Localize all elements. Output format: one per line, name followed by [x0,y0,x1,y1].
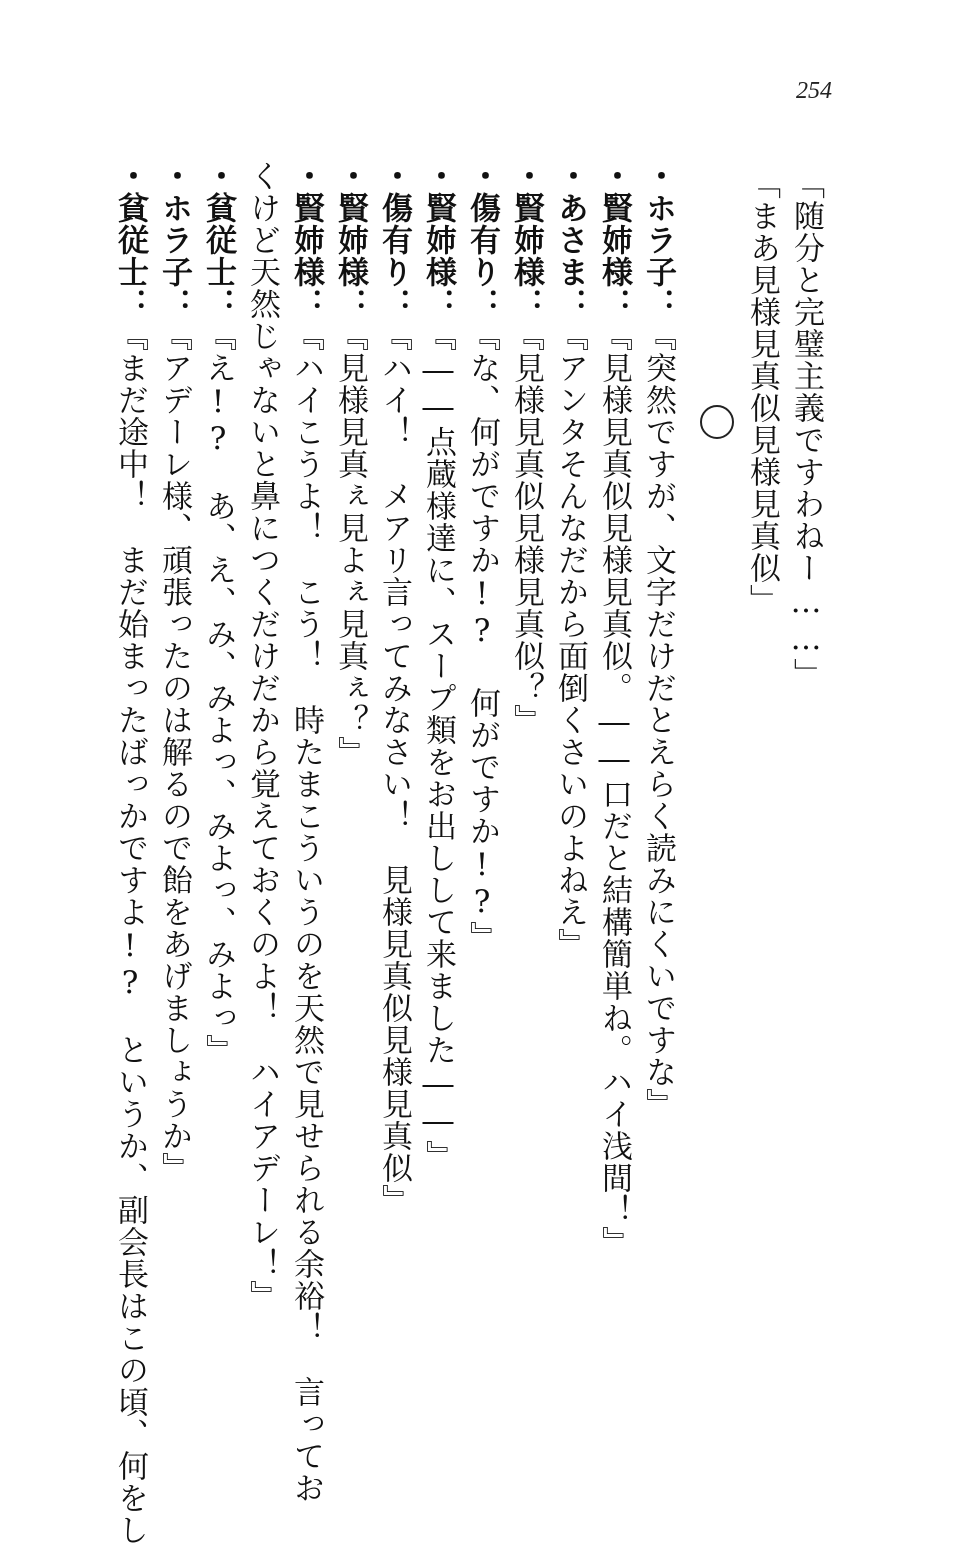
dialogue-line: ・賢姉様：『ハイこうよ！ こう！ 時たまこういうのを天然で見せられる余裕！ 言ってお [288,160,324,1504]
dialogue-text: 『ハイこうよ！ こう！ 時たまこういうのを天然で見せられる余裕！ 言ってお [288,320,324,1504]
line-text: 「まあ見様見真似見様見真似」 [744,168,780,616]
opening-line-2 [740,168,784,616]
speaker-name: 賢姉様 [420,192,456,288]
speaker-name: 傷有り [376,192,412,288]
speaker-name: 傷有り [464,192,500,288]
speaker-name: ホラ子 [156,192,192,288]
dialogue-line: ・賢姉様：『見様見真似見様見真似？』 [508,160,544,736]
dialogue-line: ・傷有り：『ハイ！ メアリ言ってみなさい！ 見様見真似見様見真似』 [376,160,412,1216]
opening-line-1 [784,168,828,690]
speaker-name: あさま [552,192,588,288]
speaker-name: 賢姉様 [596,192,632,288]
speaker-name: 貧従士 [200,192,236,288]
dialogue-line: ・賢姉様：『――点蔵様達に、スープ類をお出しして来ました――』 [420,160,456,1172]
scene-break-circle [700,405,734,439]
dialogue-line: ・ホラ子：『突然ですが、文字だけだとえらく読みにくいですな』 [640,160,676,1120]
page-number: 254 [796,78,832,104]
dialogue-text: 『――点蔵様達に、スープ類をお出しして来ました――』 [420,320,456,1172]
dialogue-text: 『アデーレ様、頑張ったのは解るので飴をあげましょうか』 [156,320,192,1184]
speaker-name: 賢姉様 [508,192,544,288]
dialogue-text: 『まだ途中！ まだ始まったばっかですよ!? というか、副会長はこの頃、何をし [112,320,148,1546]
dialogue-text: 『な、何がですか!? 何がですか!?』 [464,320,500,953]
dialogue-line: ・ホラ子：『アデーレ様、頑張ったのは解るので飴をあげましょうか』 [156,160,192,1184]
dialogue-text: 『え!? あ、え、み、みよっ、みよっ、みよっ』 [200,320,236,1066]
dialogue-text: 『アンタそんなだから面倒くさいのよねえ』 [552,320,588,960]
speaker-name: 賢姉様 [288,192,324,288]
dialogue-line: ・あさま：『アンタそんなだから面倒くさいのよねえ』 [552,160,588,960]
dialogue-line: ・傷有り：『な、何がですか!? 何がですか!?』 [464,160,500,953]
line-text: 「随分と完璧主義ですわねー……」 [788,168,824,690]
dialogue-text: 『突然ですが、文字だけだとえらく読みにくいですな』 [640,320,676,1120]
dialogue-continuation [240,160,284,1312]
dialogue-text: くけど天然じゃないと鼻につくだけだから覚えておくのよ！ ハイアデーレ！』 [244,160,280,1312]
dialogue-text: 『見様見真ぇ見よぇ見真ぇ？』 [332,320,368,768]
speaker-name: 貧従士 [112,192,148,288]
dialogue-line: ・賢姉様：『見様見真似見様見真似。――口だと結構簡単ね。ハイ浅間！』 [596,160,632,1258]
speaker-name: 賢姉様 [332,192,368,288]
dialogue-text: 『ハイ！ メアリ言ってみなさい！ 見様見真似見様見真似』 [376,320,412,1216]
dialogue-text: 『見様見真似見様見真似。――口だと結構簡単ね。ハイ浅間！』 [596,320,632,1258]
speaker-name: ホラ子 [640,192,676,288]
dialogue-line: ・貧従士：『まだ途中！ まだ始まったばっかですよ!? というか、副会長はこの頃、何をし [112,160,148,1546]
dialogue-text: 『見様見真似見様見真似？』 [508,320,544,736]
dialogue-line: ・賢姉様：『見様見真ぇ見よぇ見真ぇ？』 [332,160,368,768]
dialogue-line: ・貧従士：『え!? あ、え、み、みよっ、みよっ、みよっ』 [200,160,236,1066]
